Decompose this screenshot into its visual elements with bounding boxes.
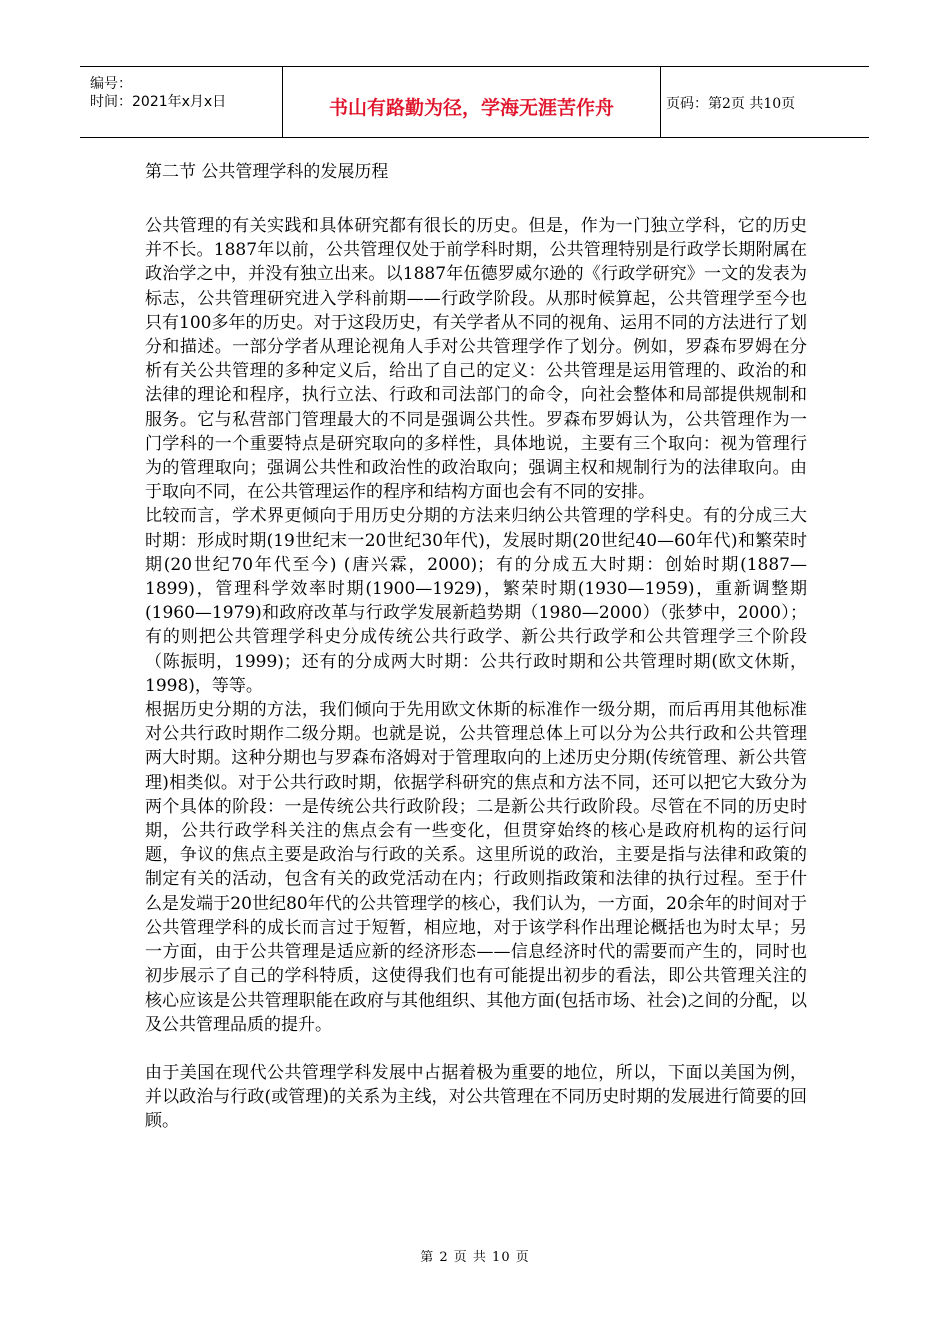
document-number-label: 编号：: [90, 76, 132, 92]
paragraph-3: 根据历史分期的方法，我们倾向于先用欧文休斯的标准作一级分期，而后再用其他标准对公共行政时期作二级分期。也就是说，公共管理总体上可以分为公共行政和公共管理两大时期。这种分期也与罗森布洛姆对于管理取向的上述历史分期(传统管理、新公共管理)相类似。对于公共行政时期，依据学科研究的焦点和方法不同，还可以把它大致分为两个具体的阶段：一是传统公共行政阶段；二是新公共行政阶段。尽管在不同的历史时期，公共行政学科关注的焦点会有一些变化，但贯穿始终的核心是政府机构的运行问题，争议的焦点主要是政治与行政的关系。这里所说的政治，主要是指与法律和政策的制定有关的活动，包含有关的政党活动在内；行政则指政策和法律的执行过程。至于什么是发端于20世纪80年代的公共管理学的核心，我们认为，一方面，20余年的时间对于公共管理学科的成长而言过于短暂，相应地，对于该学科作出理论概括也为时太早；另一方面，由于公共管理是适应新的经济形态——信息经济时代的需要而产生的，同时也初步展示了自己的学科特质，这使得我们也有可能提出初步的看法，即公共管理关注的核心应该是公共管理职能在政府与其他组织、其他方面(包括市场、社会)之间的分配，以及公共管理品质的提升。: [145, 700, 807, 1035]
document-header: [80, 66, 869, 138]
header-motto-cell: [282, 67, 661, 137]
document-time-label: 时间：2021年x月x日: [90, 94, 227, 110]
page-footer: 第 2 页 共 10 页: [420, 1250, 530, 1265]
paragraph-gap: [145, 1037, 807, 1061]
section-title: 第二节 公共管理学科的发展历程: [145, 162, 389, 182]
header-page-info: 页码：第2页 共10页: [666, 96, 796, 112]
paragraph-1: 公共管理的有关实践和具体研究都有很长的历史。但是，作为一门独立学科，它的历史并不长。1887年以前，公共管理仅处于前学科时期，公共管理特别是行政学长期附属在政治学之中，并没有独立出来。以1887年伍德罗威尔逊的《行政学研究》一文的发表为标志，公共管理研究进入学科前期——行政学阶段。从那时候算起，公共管理学至今也只有100多年的历史。对于这段历史，有关学者从不同的视角、运用不同的方法进行了划分和描述。一部分学者从理论视角人手对公共管理学作了划分。例如，罗森布罗姆在分析有关公共管理的多种定义后，给出了自己的定义：公共管理是运用管理的、政治的和法律的理论和程序，执行立法、行政和司法部门的命令，向社会整体和局部提供规制和服务。它与私营部门管理最大的不同是强调公共性。罗森布罗姆认为，公共管理作为一门学科的一个重要特点是研究取向的多样性，具体地说，主要有三个取向：视为管理行为的管理取向；强调公共性和政治性的政治取向；强调主权和规制行为的法律取向。由于取向不同，在公共管理运作的程序和结构方面也会有不同的安排。: [145, 216, 807, 503]
document-body: [145, 160, 807, 1134]
paragraph-2: 比较而言，学术界更倾向于用历史分期的方法来归纳公共管理的学科史。有的分成三大时期：形成时期(19世纪末一20世纪30年代)，发展时期(20世纪40—60年代)和繁荣时期(20世纪70年代至今) (唐兴霖，2000)；有的分成五大时期：创始时期(1887—1899)，管理科学效率时期(1900—1929)，繁荣时期(1930—1959)，重新调整期(1960—1979)和政府改革与行政学发展新趋势期（1980—2000）（张梦中，2000）；有的则把公共管理学科史分成传统公共行政学、新公共行政学和公共管理学三个阶段（陈振明，1999)；还有的分成两大时期：公共行政时期和公共管理时期(欧文休斯，1998)，等等。: [145, 506, 807, 696]
header-meta-cell: [80, 67, 282, 137]
header-page-cell: [660, 67, 869, 137]
paragraph-4: 由于美国在现代公共管理学科发展中占据着极为重要的地位，所以，下面以美国为例，并以政治与行政(或管理)的关系为主线，对公共管理在不同历史时期的发展进行简要的回顾。: [145, 1062, 807, 1132]
header-motto: 书山有路勤为径，学海无涯苦作舟: [328, 97, 614, 119]
